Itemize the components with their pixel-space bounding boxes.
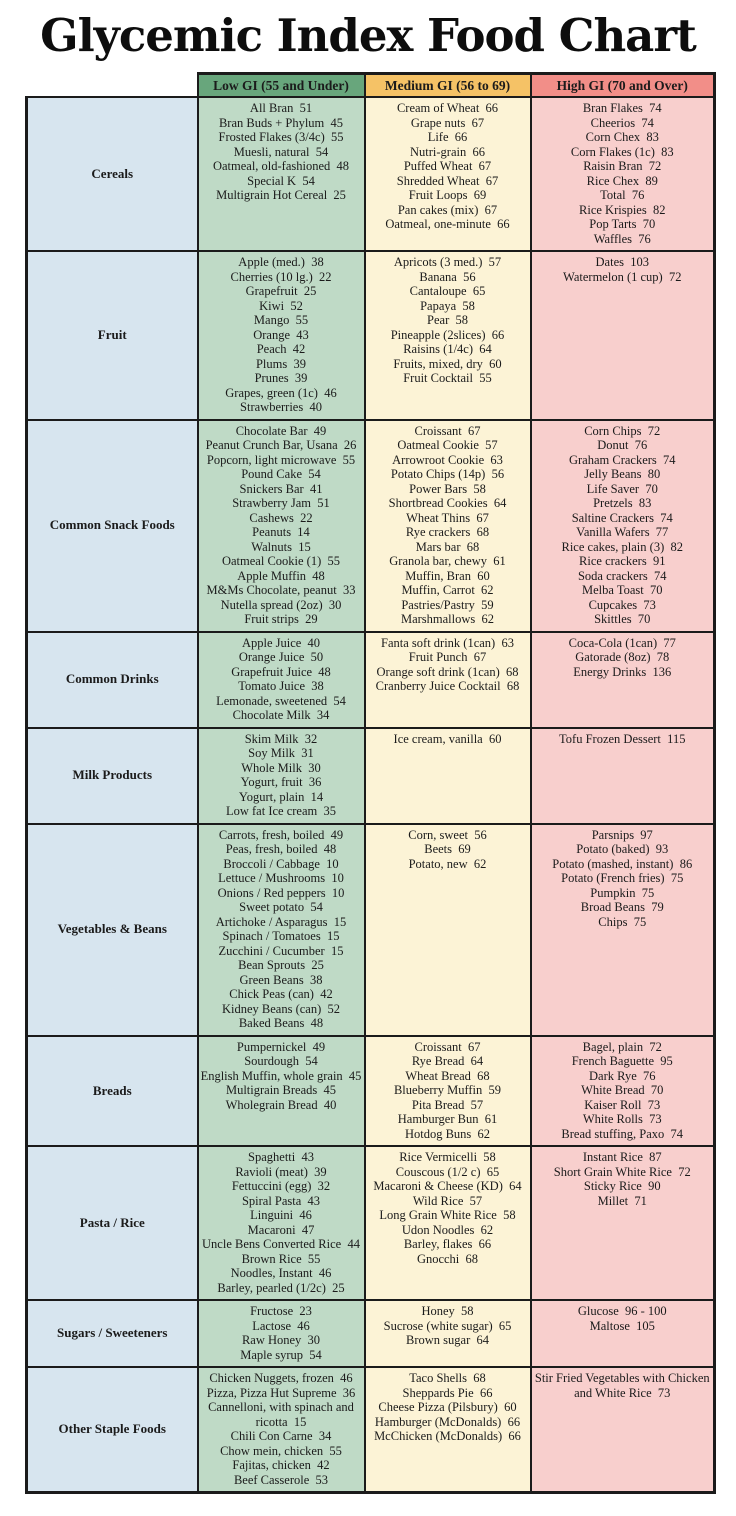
food-item: Peach 42 (256, 342, 306, 357)
food-item: Hamburger Bun 61 (397, 1112, 498, 1127)
blank-header-cell (27, 73, 198, 97)
high-gi-cell (531, 728, 715, 824)
food-item: Fanta soft drink (1can) 63 (381, 635, 514, 650)
low-gi-cell (198, 1367, 365, 1493)
food-item: Spinach / Tomatoes 15 (222, 929, 340, 944)
category-cell: Sugars / Sweeteners (27, 1300, 198, 1367)
low-gi-cell (198, 97, 365, 251)
food-item: Cranberry Juice Cocktail 68 (375, 679, 520, 694)
food-item: Dark Rye 76 (589, 1068, 656, 1083)
food-item: Papaya 58 (420, 298, 475, 313)
food-item: Linguini 46 (250, 1208, 312, 1223)
food-item: Spaghetti 43 (248, 1150, 314, 1165)
food-item: Potato (baked) 93 (576, 842, 669, 857)
food-item: Bran Buds + Phylum 45 (218, 115, 344, 130)
food-item: Grapefruit Juice 48 (231, 664, 331, 679)
food-item: Pizza, Pizza Hut Supreme 36 (206, 1385, 356, 1400)
food-item: Mars bar 68 (415, 539, 480, 554)
high-gi-cell (531, 824, 715, 1036)
food-item: Potato Chips (14p) 56 (390, 467, 505, 482)
food-item: Lettuce / Mushrooms 10 (218, 871, 344, 886)
food-item: Short Grain White Rice 72 (553, 1164, 691, 1179)
food-item: Low fat Ice cream 35 (225, 804, 336, 819)
food-item: Fruits, mixed, dry 60 (393, 356, 502, 371)
food-item: Barley, flakes 66 (403, 1237, 492, 1252)
food-item: Pineapple (2slices) 66 (390, 327, 505, 342)
food-item: Plums 39 (255, 356, 306, 371)
food-item: Uncle Bens Converted Rice 44 (202, 1237, 360, 1252)
food-item: Cream of Wheat 66 (396, 101, 499, 116)
food-item: Wild Rice 57 (412, 1193, 483, 1208)
high-gi-cell (531, 420, 715, 632)
food-item: Maple syrup 54 (240, 1347, 322, 1362)
food-item: Popcorn, light microwave 55 (206, 452, 356, 467)
food-item: Rice crackers 91 (579, 554, 666, 569)
food-item: Fajitas, chicken 42 (232, 1458, 330, 1473)
category-cell: Common Snack Foods (27, 420, 198, 632)
food-item: Lemonade, sweetened 54 (216, 693, 346, 708)
category-cell: Cereals (27, 97, 198, 251)
food-item: Melba Toast 70 (582, 583, 663, 598)
food-item: Sticky Rice 90 (583, 1179, 661, 1194)
food-item: Onions / Red peppers 10 (217, 885, 345, 900)
table-row (27, 420, 715, 632)
food-item: Peanuts 14 (252, 525, 310, 540)
high-gi-cell (531, 1367, 715, 1493)
food-item: Chocolate Bar 49 (235, 423, 327, 438)
food-item: Whole Milk 30 (241, 760, 321, 775)
food-item: Muffin, Carrot 62 (401, 583, 494, 598)
food-item: Pear 58 (427, 313, 468, 328)
food-item: Macaroni & Cheese (KD) 64 (373, 1179, 522, 1194)
medium-gi-cell (365, 1036, 531, 1147)
food-item: Tomato Juice 38 (238, 679, 324, 694)
food-item: Soy Milk 31 (248, 746, 314, 761)
column-header-high-gi: High GI (70 and Over) (531, 73, 715, 97)
food-item: Orange 43 (253, 327, 309, 342)
food-item: Raw Honey 30 (241, 1333, 321, 1348)
food-item: Sourdough 54 (244, 1054, 318, 1069)
medium-gi-cell (365, 1146, 531, 1300)
food-item: Sweet potato 54 (239, 900, 323, 915)
food-item: Chocolate Milk 34 (232, 708, 330, 723)
medium-gi-cell (365, 1300, 531, 1367)
food-item: Carrots, fresh, boiled 49 (218, 827, 344, 842)
food-item: Blueberry Muffin 59 (393, 1083, 502, 1098)
column-header-low-gi: Low GI (55 and Under) (198, 73, 365, 97)
food-item: Bran Flakes 74 (582, 101, 662, 116)
food-item: Oatmeal Cookie (1) 55 (221, 554, 341, 569)
food-item: Marshmallows 62 (400, 612, 495, 627)
food-item: Apple Juice 40 (241, 635, 321, 650)
food-item: Banana 56 (419, 269, 476, 284)
food-item: Maltose 105 (589, 1318, 655, 1333)
food-item: Parsnips 97 (591, 827, 653, 842)
food-item: Rice Krispies 82 (579, 202, 666, 217)
food-item: Energy Drinks 136 (573, 664, 672, 679)
food-item: M&Ms Chocolate, peanut 33 (206, 583, 356, 598)
food-item: Udon Noodles 62 (401, 1222, 494, 1237)
food-item: Strawberry Jam 51 (232, 496, 330, 511)
food-item: Cannelloni, with spinach and ricotta 15 (208, 1400, 354, 1429)
food-item: Power Bars 58 (409, 481, 486, 496)
food-item: Corn Chex 83 (585, 130, 659, 145)
table-row (27, 1146, 715, 1300)
food-item: Puffed Wheat 67 (403, 159, 492, 174)
food-item: Yogurt, plain 14 (238, 789, 324, 804)
food-item: Beets 69 (424, 842, 471, 857)
low-gi-cell (198, 1036, 365, 1147)
food-item: Cupcakes 73 (588, 597, 656, 612)
food-item: Ice cream, vanilla 60 (393, 731, 502, 746)
food-item: Zucchini / Cucumber 15 (218, 943, 344, 958)
food-item: Wheat Bread 68 (405, 1068, 490, 1083)
low-gi-cell (198, 1146, 365, 1300)
food-item: Wheat Thins 67 (406, 510, 489, 525)
medium-gi-cell (365, 632, 531, 728)
food-item: Bean Sprouts 25 (238, 958, 324, 973)
food-item: Oatmeal, one-minute 66 (385, 217, 510, 232)
food-item: Apricots (3 med.) 57 (393, 255, 502, 270)
food-item: Oatmeal, old-fashioned 48 (212, 159, 350, 174)
food-item: Glucose 96 - 100 (577, 1304, 667, 1319)
food-item: Peas, fresh, boiled 48 (225, 842, 337, 857)
table-row (27, 251, 715, 420)
food-item: Jelly Beans 80 (584, 467, 661, 482)
high-gi-cell (531, 632, 715, 728)
low-gi-cell (198, 251, 365, 420)
food-item: Pumpernickel 49 (236, 1039, 326, 1054)
food-item: Rye Bread 64 (411, 1054, 484, 1069)
high-gi-cell (531, 97, 715, 251)
food-item: Hotdog Buns 62 (404, 1126, 491, 1141)
food-item: Life Saver 70 (586, 481, 658, 496)
food-item: Potato (mashed, instant) 86 (552, 856, 693, 871)
food-item: Beef Casserole 53 (233, 1472, 329, 1487)
food-item: White Bread 70 (581, 1083, 664, 1098)
food-item: Fruit Punch 67 (408, 650, 487, 665)
food-item: Croissant 67 (414, 1039, 481, 1054)
category-cell: Breads (27, 1036, 198, 1147)
food-item: All Bran 51 (249, 101, 313, 116)
food-item: Life 66 (427, 130, 468, 145)
food-table-body (27, 97, 715, 1493)
food-item: Kaiser Roll 73 (584, 1097, 661, 1112)
high-gi-cell (531, 1300, 715, 1367)
food-item: Nutella spread (2oz) 30 (220, 597, 342, 612)
food-item: Peanut Crunch Bar, Usana 26 (205, 438, 357, 453)
food-item: Green Beans 38 (239, 972, 323, 987)
food-item: Multigrain Breads 45 (225, 1083, 337, 1098)
low-gi-cell (198, 824, 365, 1036)
food-item: Fruit Cocktail 55 (403, 371, 492, 386)
food-item: Rye crackers 68 (405, 525, 490, 540)
food-item: Corn, sweet 56 (408, 827, 487, 842)
food-item: Broad Beans 79 (580, 900, 664, 915)
food-item: Yogurt, fruit 36 (240, 775, 322, 790)
medium-gi-cell (365, 1367, 531, 1493)
food-item: Total 76 (600, 188, 645, 203)
food-item: Pastries/Pastry 59 (401, 597, 494, 612)
food-item: Cherries (10 lg.) 22 (230, 269, 332, 284)
category-cell: Milk Products (27, 728, 198, 824)
food-item: Donut 76 (597, 438, 648, 453)
food-item: Apple (med.) 38 (238, 255, 324, 270)
low-gi-cell (198, 420, 365, 632)
food-item: Graham Crackers 74 (568, 452, 676, 467)
food-item: Macaroni 47 (247, 1222, 315, 1237)
food-item: Raisin Bran 72 (583, 159, 662, 174)
low-gi-cell (198, 728, 365, 824)
category-cell: Other Staple Foods (27, 1367, 198, 1493)
food-item: Gatorade (8oz) 78 (575, 650, 670, 665)
medium-gi-cell (365, 420, 531, 632)
food-item: Chili Con Carne 34 (230, 1429, 332, 1444)
food-item: Chips 75 (598, 914, 647, 929)
food-item: Orange soft drink (1can) 68 (376, 664, 519, 679)
food-item: Coca-Cola (1can) 77 (568, 635, 676, 650)
food-item: Corn Chips 72 (584, 423, 661, 438)
food-item: Dates 103 (595, 255, 649, 270)
food-item: Oatmeal Cookie 57 (397, 438, 498, 453)
medium-gi-cell (365, 97, 531, 251)
food-item: Apple Muffin 48 (237, 568, 325, 583)
food-item: Bread stuffing, Paxo 74 (561, 1126, 684, 1141)
food-item: Multigrain Hot Cereal 25 (216, 188, 346, 203)
food-item: Pumpkin 75 (590, 885, 655, 900)
food-item: Artichoke / Asparagus 15 (215, 914, 347, 929)
food-item: Cantaloupe 65 (409, 284, 486, 299)
food-item: Sucrose (white sugar) 65 (383, 1318, 512, 1333)
food-item: Pan cakes (mix) 67 (397, 202, 498, 217)
food-item: Waffles 76 (593, 231, 651, 246)
food-item: Stir Fried Vegetables with Chicken and White Rice 73 (534, 1371, 710, 1400)
food-item: Shortbread Cookies 64 (388, 496, 507, 511)
food-item: Soda crackers 74 (577, 568, 667, 583)
category-cell: Vegetables & Beans (27, 824, 198, 1036)
food-item: Fruit strips 29 (244, 612, 318, 627)
category-cell: Pasta / Rice (27, 1146, 198, 1300)
food-item: Ravioli (meat) 39 (235, 1164, 327, 1179)
food-item: Muffin, Bran 60 (405, 568, 490, 583)
food-item: Arrowroot Cookie 63 (392, 452, 503, 467)
low-gi-cell (198, 1300, 365, 1367)
food-item: Chow mein, chicken 55 (220, 1443, 342, 1458)
medium-gi-cell (365, 824, 531, 1036)
food-item: Couscous (1/2 c) 65 (395, 1164, 500, 1179)
table-row (27, 1367, 715, 1493)
column-header-medium-gi: Medium GI (56 to 69) (365, 73, 531, 97)
food-item: Pop Tarts 70 (589, 217, 656, 232)
food-item: Mango 55 (253, 313, 309, 328)
food-item: Watermelon (1 cup) 72 (563, 269, 682, 284)
food-item: Raisins (1/4c) 64 (403, 342, 492, 357)
food-item: McChicken (McDonalds) 66 (374, 1429, 521, 1444)
glycemic-index-table (25, 72, 716, 1495)
food-item: Honey 58 (421, 1304, 474, 1319)
food-item: Strawberries 40 (240, 400, 322, 415)
food-item: Wholegrain Bread 40 (225, 1097, 337, 1112)
food-item: Brown sugar 64 (406, 1333, 489, 1348)
food-item: Rice Vermicelli 58 (399, 1150, 496, 1165)
table-row (27, 632, 715, 728)
food-item: Prunes 39 (254, 371, 308, 386)
food-item: Grapes, green (1c) 46 (225, 385, 337, 400)
food-item: Noodles, Instant 46 (230, 1266, 332, 1281)
medium-gi-cell (365, 728, 531, 824)
food-item: Orange Juice 50 (238, 650, 324, 665)
food-item: Skim Milk 32 (244, 731, 318, 746)
food-item: Baked Beans 48 (238, 1016, 324, 1031)
food-item: Potato, new 62 (408, 856, 487, 871)
food-item: Vanilla Wafers 77 (576, 525, 669, 540)
food-item: Special K 54 (247, 173, 315, 188)
food-item: Spiral Pasta 43 (241, 1193, 321, 1208)
page-title: Glycemic Index Food Chart (40, 9, 696, 62)
category-cell: Fruit (27, 251, 198, 420)
food-item: Muesli, natural 54 (233, 144, 329, 159)
food-item: French Baguette 95 (571, 1054, 673, 1069)
table-row (27, 1300, 715, 1367)
food-item: Walnuts 15 (251, 539, 311, 554)
food-item: Gnocchi 68 (416, 1251, 479, 1266)
food-item: English Muffin, whole grain 45 (200, 1068, 362, 1083)
food-item: Skittles 70 (594, 612, 651, 627)
food-item: Frosted Flakes (3/4c) 55 (218, 130, 344, 145)
food-item: Grapefruit 25 (245, 284, 317, 299)
food-item: Corn Flakes (1c) 83 (570, 144, 674, 159)
food-item: Grape nuts 67 (410, 115, 485, 130)
food-item: Millet 71 (597, 1193, 647, 1208)
food-item: Taco Shells 68 (409, 1371, 486, 1386)
food-item: Pretzels 83 (593, 496, 652, 511)
food-item: Cashews 22 (249, 510, 313, 525)
food-item: Pita Bread 57 (411, 1097, 484, 1112)
medium-gi-cell (365, 251, 531, 420)
food-item: Rice Chex 89 (586, 173, 658, 188)
food-item: Pound Cake 54 (241, 467, 321, 482)
food-item: Rice cakes, plain (3) 82 (561, 539, 683, 554)
food-item: Brown Rice 55 (241, 1251, 321, 1266)
food-item: Instant Rice 87 (582, 1150, 662, 1165)
food-item: Fructose 23 (250, 1304, 312, 1319)
food-item: Barley, pearled (1/2c) 25 (217, 1280, 345, 1295)
food-item: Fruit Loops 69 (408, 188, 487, 203)
high-gi-cell (531, 1146, 715, 1300)
food-item: Tofu Frozen Dessert 115 (559, 731, 686, 746)
high-gi-cell (531, 1036, 715, 1147)
food-item: White Rolls 73 (582, 1112, 662, 1127)
food-item: Cheese Pizza (Pilsbury) 60 (378, 1400, 517, 1415)
high-gi-cell (531, 251, 715, 420)
food-item: Sheppards Pie 66 (402, 1385, 493, 1400)
food-item: Shredded Wheat 67 (396, 173, 499, 188)
food-item: Hamburger (McDonalds) 66 (374, 1414, 521, 1429)
food-item: Croissant 67 (414, 423, 481, 438)
food-item: Cheerios 74 (590, 115, 654, 130)
food-item: Fettuccini (egg) 32 (231, 1179, 331, 1194)
table-row (27, 1036, 715, 1147)
food-item: Kidney Beans (can) 52 (221, 1001, 341, 1016)
table-row (27, 728, 715, 824)
category-cell: Common Drinks (27, 632, 198, 728)
food-item: Chick Peas (can) 42 (229, 987, 333, 1002)
food-item: Broccoli / Cabbage 10 (223, 856, 339, 871)
food-item: Kiwi 52 (259, 298, 303, 313)
table-header-row (27, 73, 715, 97)
table-row (27, 824, 715, 1036)
food-item: Granola bar, chewy 61 (389, 554, 506, 569)
food-item: Bagel, plain 72 (582, 1039, 662, 1054)
food-item: Saltine Crackers 74 (571, 510, 673, 525)
food-item: Potato (French fries) 75 (561, 871, 684, 886)
food-item: Long Grain White Rice 58 (379, 1208, 516, 1223)
table-row (27, 97, 715, 251)
food-item: Chicken Nuggets, frozen 46 (209, 1371, 353, 1386)
food-item: Nutri-grain 66 (410, 144, 485, 159)
food-item: Snickers Bar 41 (239, 481, 323, 496)
food-item: Lactose 46 (252, 1318, 310, 1333)
low-gi-cell (198, 632, 365, 728)
